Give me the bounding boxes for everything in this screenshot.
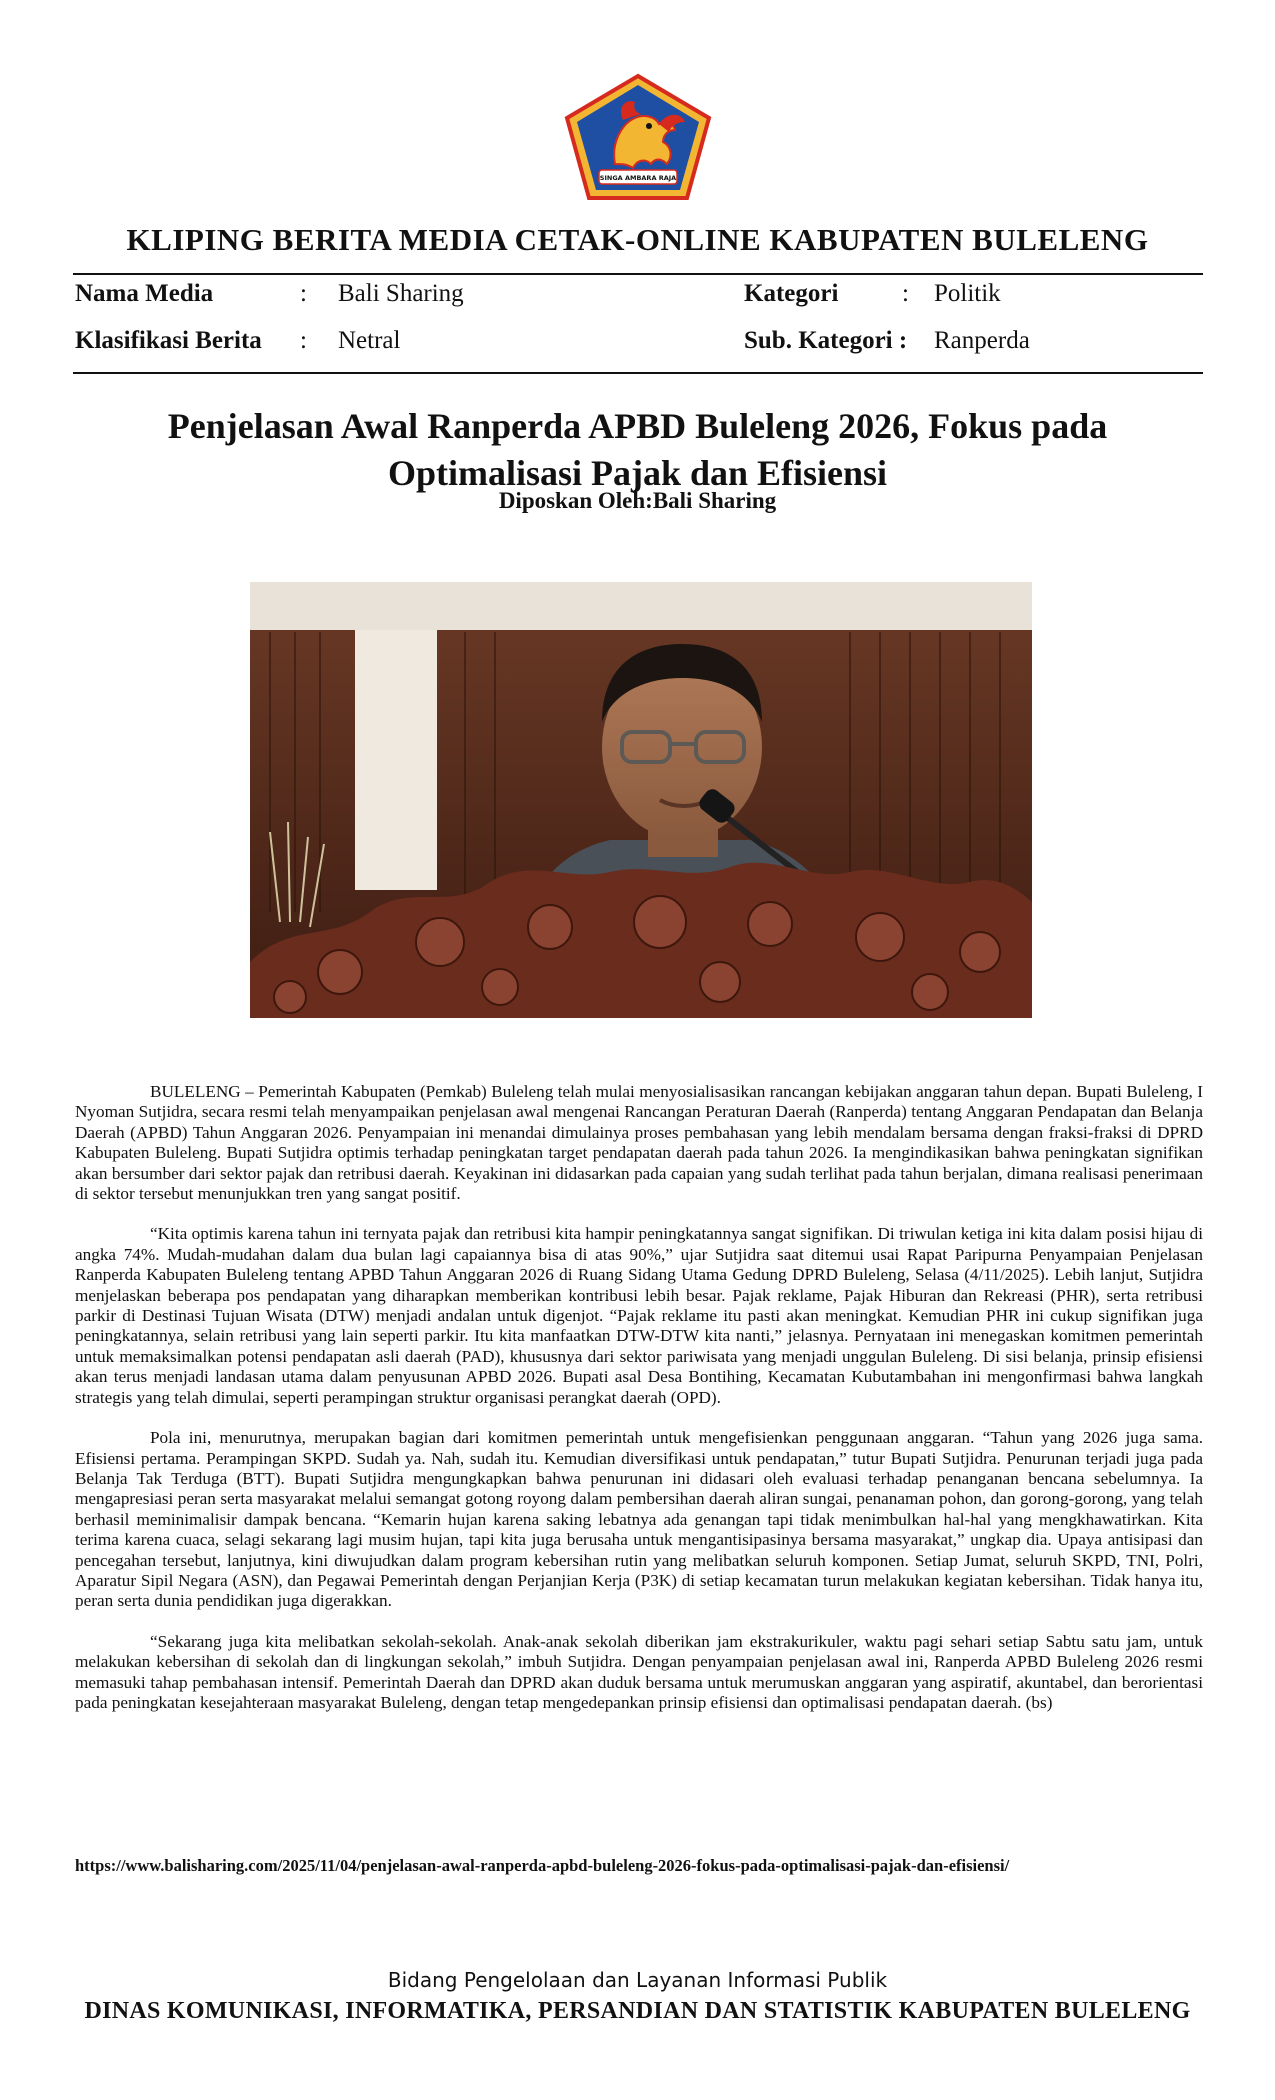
meta-separator: : <box>902 280 909 307</box>
header-divider-top <box>73 273 1203 275</box>
document-header-title: KLIPING BERITA MEDIA CETAK-ONLINE KABUPATEN BULELENG <box>126 222 1149 257</box>
article-paragraph: “Sekarang juga kita melibatkan sekolah-sekolah. Anak-anak sekolah diberikan jam ekstrakurikuler, waktu pagi sehari setiap Sabtu satu jam, untuk melakukan kebersihan di sekolah dan di lingkungan sekolah,” imbuh Sutjidra. Dengan penyampaian penjelasan awal ini, Ranperda APBD Buleleng 2026 resmi memasuki tahap pembahasan intensif. Pemerintah Daerah dan DPRD akan duduk bersama untuk merumuskan anggaran yang aspiratif, akuntabel, dan berorientasi pada peningkatan kesejahteraan masyarakat Buleleng, dengan tetap mengedepankan prinsip efisiensi dan optimalisasi pendapatan daerah. (bs) <box>75 1631 1203 1712</box>
article-photo <box>250 582 1032 1018</box>
svg-text:SINGA AMBARA RAJA: SINGA AMBARA RAJA <box>599 174 677 182</box>
article-byline: Diposkan Oleh:Bali Sharing <box>498 488 777 513</box>
meta-media-label: Nama Media <box>75 280 214 307</box>
footer-agency: DINAS KOMUNIKASI, INFORMATIKA, PERSANDIAN DAN STATISTIK KABUPATEN BULELENG <box>84 1998 1191 2024</box>
header-divider-bottom <box>73 372 1203 374</box>
meta-separator: : <box>300 327 307 354</box>
meta-subkategori-value: Ranperda <box>934 327 1030 354</box>
article-paragraph: BULELENG – Pemerintah Kabupaten (Pemkab) Buleleng telah mulai menyosialisasikan rancangan kebijakan anggaran tahun depan. Bupati Buleleng, I Nyoman Sutjidra, secara resmi telah menyampaikan penjelasan awal mengenai Rancangan Peraturan Daerah (Ranperda) tentang Anggaran Pendapatan dan Belanja Daerah (APBD) Tahun Anggaran 2026. Penyampaian ini menandai dimulainya proses pembahasan yang lebih mendalam bersama dengan fraksi-fraksi di DPRD Kabupaten Buleleng. Bupati Sutjidra optimis terhadap peningkatan target pendapatan daerah pada tahun 2026. Ia mengindikasikan bahwa peningkatan signifikan akan bersumber dari sektor pajak dan retribusi daerah. Keyakinan ini didasarkan pada capaian yang sudah terlihat pada tahun berjalan, dimana realisasi penerimaan di sektor tersebut menunjukkan tren yang sangat positif. <box>75 1082 1203 1204</box>
meta-kategori-value: Politik <box>934 280 1001 307</box>
meta-klasifikasi-value: Netral <box>338 327 401 354</box>
singa-ambara-raja-emblem-icon <box>563 72 713 202</box>
article-paragraph: “Kita optimis karena tahun ini ternyata pajak dan retribusi kita hampir peningkatannya sangat signifikan. Di triwulan ketiga ini kita dalam posisi hijau di angka 74%. Mudah-mudahan dalam dua bulan lagi capaiannya bisa di atas 90%,” ujar Sutjidra saat ditemui usai Rapat Paripurna Penyampaian Penjelasan Ranperda Kabupaten Buleleng tentang APBD Tahun Anggaran 2026 di Ruang Sidang Utama Gedung DPRD Buleleng, Selasa (4/11/2025). Lebih lanjut, Sutjidra menjelaskan beberapa pos pendapatan yang diharapkan memberikan kontribusi lebih besar. Pajak reklame, Pajak Hiburan dan Rekreasi (PHR), serta retribusi parkir di Destinasi Tujuan Wisata (DTW) menjadi andalan untuk digenjot. “Pajak reklame itu pasti akan meningkat. Kemudian PHR ini cukup signifikan juga peningkatannya, selain retribusi yang lain seperti parkir. Itu kita manfaatkan DTW-DTW kita nanti,” jelasnya. Pernyataan ini menegaskan komitmen pemerintah untuk memaksimalkan potensi pendapatan asli daerah (PAD), khususnya dari sektor pariwisata yang menjadi unggulan Buleleng. Di sisi belanja, prinsip efisiensi akan terus menjadi landasan utama dalam penyusunan APBD 2026. Bupati asal Desa Bontihing, Kecamatan Kubutambahan ini mengonfirmasi bahwa langkah strategis yang telah dimulai, seperti perampingan struktur organisasi perangkat daerah (OPD). <box>75 1224 1203 1407</box>
article-paragraph: Pola ini, menurutnya, merupakan bagian dari komitmen pemerintah untuk mengefisienkan penggunaan anggaran. “Tahun yang 2026 juga sama. Efisiensi pertama. Perampingan SKPD. Sudah ya. Nah, sudah itu. Kemudian diversifikasi untuk pendapatan,” tutur Bupati Sutjidra. Penurunan terjadi juga pada Belanja Tak Terduga (BTT). Bupati Sutjidra mengungkapkan bahwa penurunan ini didasari oleh evaluasi terhadap penanganan bencana sebelumnya. Ia mengapresiasi peran serta masyarakat melalui semangat gotong royong dalam pembersihan daerah aliran sungai, penanaman pohon, dan gorong-gorong, yang telah berhasil meminimalisir dampak bencana. “Kemarin hujan karena saking lebatnya ada genangan tapi tidak menimbulkan hal-hal yang mengkhawatirkan. Kita terima karena cuaca, selagi sekarang lagi musim hujan, tapi kita juga berusaha untuk mengantisipasinya bersama masyarakat,” ungkap dia. Upaya antisipasi dan pencegahan tersebut, lanjutnya, kini diwujudkan dalam program kebersihan rutin yang melibatkan seluruh komponen. Setiap Jumat, seluruh SKPD, TNI, Polri, Aparatur Sipil Negara (ASN), dan Pegawai Pemerintah dengan Perjanjian Kerja (P3K) di setiap kecamatan turun melakukan kegiatan kebersihan. Tidak hanya itu, peran serta dunia pendidikan juga digerakkan. <box>75 1428 1203 1611</box>
article-body <box>75 1082 1203 1733</box>
article-title: Penjelasan Awal Ranperda APBD Buleleng 2026, Fokus pada Optimalisasi Pajak dan Efisiensi <box>167 406 1108 493</box>
footer-department: Bidang Pengelolaan dan Layanan Informasi Publik <box>387 1968 888 1992</box>
meta-klasifikasi-label: Klasifikasi Berita <box>75 327 262 354</box>
meta-media-value: Bali Sharing <box>338 280 464 307</box>
meta-kategori-label: Kategori <box>744 280 839 307</box>
source-url: https://www.balisharing.com/2025/11/04/penjelasan-awal-ranperda-apbd-buleleng-2026-fokus-pada-optimalisasi-pajak-dan-efisiensi/ <box>75 1856 1010 1875</box>
meta-separator: : <box>300 280 307 307</box>
meta-subkategori-label: Sub. Kategori : <box>744 327 908 354</box>
